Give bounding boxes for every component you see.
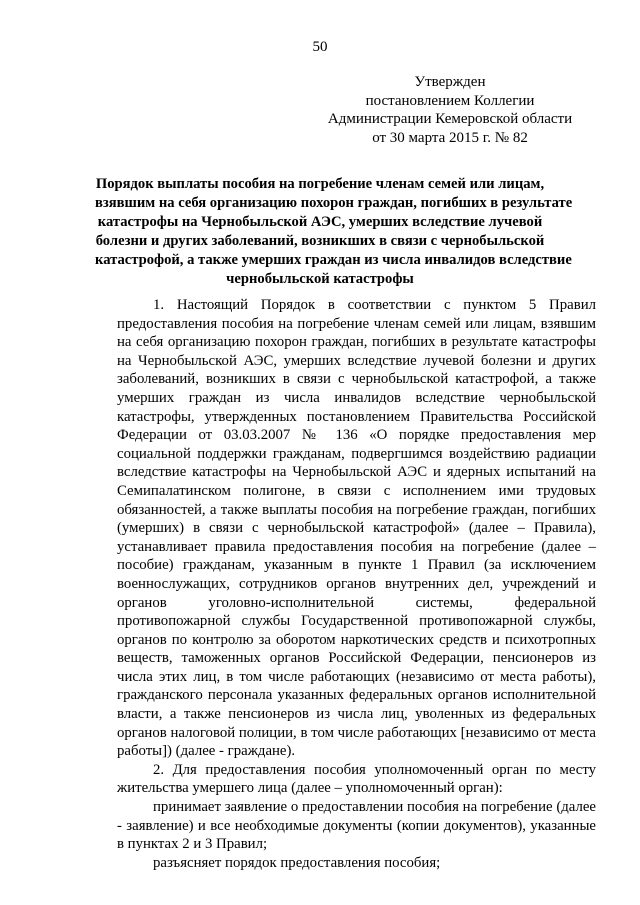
approval-line-approved: Утвержден [414,74,486,90]
title-line: взявшим на себя организацию похорон граждан, погибших в результате [95,195,573,211]
paragraph-explains-procedure: разъясняет порядок предоставления пособия; [153,854,441,871]
approval-line-administration: Администрации Кемеровской области [327,111,573,127]
title-line: катастрофы на Чернобыльской АЭС, умерших вследствие лучевой [97,214,543,230]
title-line: болезни и других заболеваний, возникших в связи с чернобыльской [95,233,545,249]
approval-block [300,73,600,147]
title-line: Порядок выплаты пособия на погребение членам семей или лицам, [95,176,545,192]
approval-line-resolution: постановлением Коллегии [365,92,535,109]
paragraph-item-1: 1. Настоящий Порядок в соответствии с пунктом 5 Правил предоставления пособия на погребение членам семей или лицам, взявшим на себя организацию похорон граждан, погибших в результате катастрофы на Чернобыльской АЭС, умерших вследствие лучевой болезни и других заболеваний, возникших в связи с чернобыльской катастрофой, а также умерших граждан из числа инвалидов вследствие чернобыльской катастрофы, утвержденных постановлением Правительства Российской Федерации от 03.03.2007 № 136 «О порядке предоставления мер социальной поддержки гражданам, подвергшимся воздействию радиации вследствие катастрофы на Чернобыльской АЭС и ядерных испытаний на Семипалатинском полигоне, в связи с исполнением ими трудовых обязанностей, а также выплаты пособия на погребение граждан, погибших (умерших) в связи с чернобыльской катастрофой» (далее – Правила), устанавливает правила предоставления пособия на погребение (далее – пособие) гражданам, указанным в пункте 1 Правил (за исключением военнослужащих, сотрудников органов внутренних дел, учреждений и органов уголовно-исполнительной системы, федеральной противопожарной службы Государственной противопожарной службы, органов по контролю за оборотом наркотических средств и психотропных веществ, таможенных органов Российской Федерации, пенсионеров из числа этих лиц, в том числе работающих (независимо от места работы), гражданского персонала указанных федеральных органов исполнительной власти, а также пенсионеров из числа лиц, уволенных из федеральных органов налоговой полиции, в том числе работающих [независимо от места работы]) (далее - граждане). [117,297,596,760]
approval-line-date: от 30 марта 2015 г. № 82 [372,129,528,146]
document-title [95,175,573,289]
document-body [117,296,596,872]
title-line: чернобыльской катастрофы [226,271,414,287]
paragraph-accepts-application: принимает заявление о предоставлении пособия на погребение (далее - заявление) и все необходимые документы (копии документов), указанные в пунктах 2 и 3 Правил; [117,799,596,853]
title-line: катастрофой, а также умерших граждан из числа инвалидов вследствие [95,252,572,268]
paragraph-item-2: 2. Для предоставления пособия уполномоченный орган по месту жительства умершего лица (далее – уполномоченный орган): [117,761,596,797]
page-number: 50 [312,39,328,55]
